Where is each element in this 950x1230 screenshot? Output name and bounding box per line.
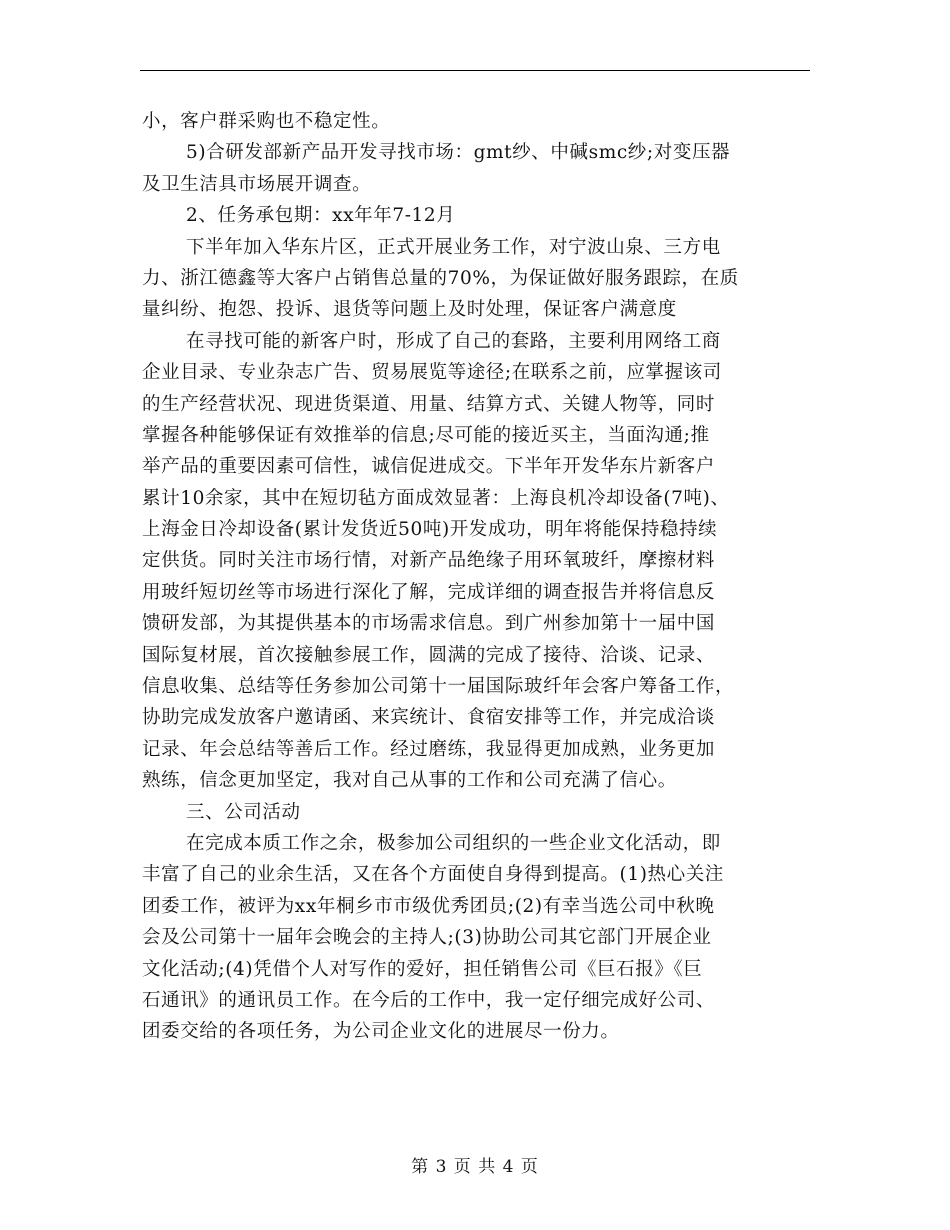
- text-line: 上海金日冷却设备(累计发货近50吨)开发成功，明年将能保持稳持续: [142, 519, 718, 541]
- header-rule: [140, 70, 810, 71]
- text-line: 记录、年会总结等善后工作。经过磨练，我显得更加成熟，业务更加: [142, 738, 716, 760]
- text-line: 企业目录、专业杂志广告、贸易展览等途径;在联系之前，应掌握该司: [142, 362, 722, 384]
- text-line: 三、公司活动: [186, 801, 301, 823]
- text-line: 国际复材展，首次接触参展工作，圆满的完成了接待、洽谈、记录、: [142, 644, 716, 666]
- text-line: 在完成本质工作之余，极参加公司组织的一些企业文化活动，即: [186, 832, 721, 854]
- text-line: 石通讯》的通讯员工作。在今后的工作中，我一定仔细完成好公司、: [142, 989, 716, 1011]
- page-footer: 第 3 页 共 4 页: [411, 1157, 539, 1177]
- text-line: 文化活动;(4)凭借个人对写作的爱好，担任销售公司《巨石报》《巨: [142, 958, 703, 980]
- text-line: 5)合研发部新产品开发寻找市场：gmt纱、中碱smc纱;对变压器: [186, 142, 731, 164]
- text-line: 量纠纷、抱怨、投诉、退货等问题上及时处理，保证客户满意度: [142, 299, 677, 321]
- text-line: 小，客户群采购也不稳定性。: [142, 111, 391, 132]
- text-line: 丰富了自己的业余生活，又在各个方面使自身得到提高。(1)热心关注: [142, 864, 724, 886]
- text-line: 累计10余家，其中在短切毡方面成效显著：上海良机冷却设备(7吨)、: [142, 487, 730, 509]
- text-line: 及卫生洁具市场展开调查。: [142, 173, 372, 195]
- text-line: 团委工作，被评为xx年桐乡市市级优秀团员;(2)有幸当选公司中秋晚: [142, 895, 715, 917]
- text-line: 会及公司第十一届年会晚会的主持人;(3)协助公司其它部门开展企业: [142, 927, 712, 949]
- text-line: 2、任务承包期：xx年年7-12月: [186, 205, 456, 227]
- document-body: [142, 106, 808, 1048]
- text-line: 力、浙江德鑫等大客户占销售总量的70%，为保证做好服务跟踪，在质: [142, 267, 739, 289]
- text-line: 掌握各种能够保证有效推举的信息;尽可能的接近买主，当面沟通;推: [142, 424, 710, 446]
- text-line: 举产品的重要因素可信性，诚信促进成交。下半年开发华东片新客户: [142, 456, 716, 478]
- text-line: 用玻纤短切丝等市场进行深化了解，完成详细的调查报告并将信息反: [142, 581, 716, 603]
- text-line: 协助完成发放客户邀请函、来宾统计、食宿安排等工作，并完成洽谈: [142, 707, 716, 729]
- text-line: 定供货。同时关注市场行情，对新产品绝缘子用环氧玻纤，摩擦材料: [142, 550, 716, 572]
- text-line: 在寻找可能的新客户时，形成了自己的套路，主要利用网络工商: [186, 330, 721, 352]
- text-line: 团委交给的各项任务，为公司企业文化的进展尽一份力。: [142, 1021, 620, 1043]
- text-line: 下半年加入华东片区，正式开展业务工作，对宁波山泉、三方电: [186, 236, 721, 258]
- text-line: 的生产经营状况、现进货渠道、用量、结算方式、关键人物等，同时: [142, 393, 716, 415]
- text-line: 信息收集、总结等任务参加公司第十一届国际玻纤年会客户筹备工作，: [142, 676, 735, 698]
- text-line: 熟练，信念更加坚定，我对自己从事的工作和公司充满了信心。: [142, 770, 677, 792]
- text-line: 馈研发部，为其提供基本的市场需求信息。到广州参加第十一届中国: [142, 613, 716, 635]
